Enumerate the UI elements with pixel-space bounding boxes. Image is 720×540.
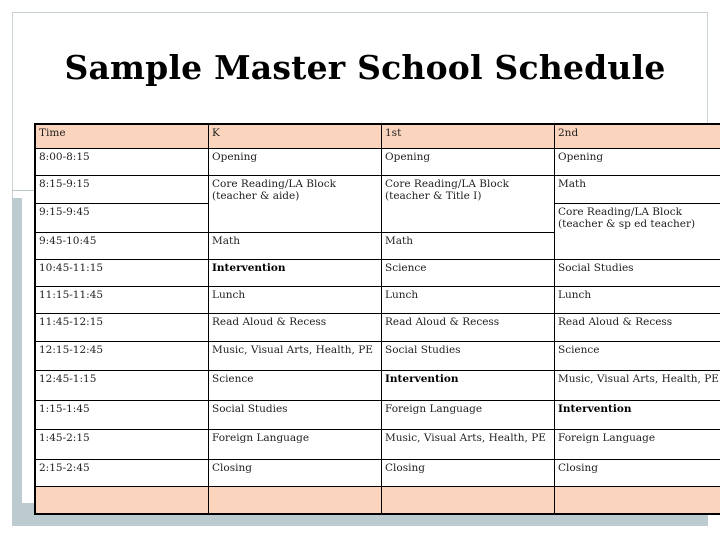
second-grade-cell: Opening (555, 148, 720, 175)
time-cell: 12:15-12:45 (35, 341, 209, 370)
first-grade-cell: Science (382, 259, 555, 286)
header-k: K (209, 124, 382, 148)
first-grade-cell: Foreign Language (382, 400, 555, 429)
table-row (35, 176, 720, 203)
header-time: Time (35, 124, 209, 148)
first-grade-cell: Closing (382, 459, 555, 486)
time-cell: 11:45-12:15 (35, 314, 209, 341)
k-cell: Foreign Language (209, 430, 382, 459)
table-header-row (35, 124, 720, 148)
time-cell: 11:15-11:45 (35, 287, 209, 314)
second-grade-cell: Foreign Language (555, 430, 720, 459)
second-grade-cell: Read Aloud & Recess (555, 314, 720, 341)
time-cell: 1:45-2:15 (35, 430, 209, 459)
k-cell: Closing (209, 459, 382, 486)
footer-cell (209, 487, 382, 514)
time-cell: 8:00-8:15 (35, 148, 209, 175)
first-grade-cell: Lunch (382, 287, 555, 314)
time-cell: 10:45-11:15 (35, 259, 209, 286)
k-cell: Lunch (209, 287, 382, 314)
time-cell: 12:45-1:15 (35, 371, 209, 400)
header-1st: 1st (382, 124, 555, 148)
second-grade-cell: Core Reading/LA Block (teacher & sp ed teacher) (555, 203, 720, 259)
left-accent-bar (12, 198, 22, 524)
table-row (35, 314, 720, 341)
table-footer-row (35, 487, 720, 514)
slide-title: Sample Master School Schedule (64, 48, 666, 87)
second-grade-cell: Science (555, 341, 720, 370)
schedule-table (34, 123, 720, 515)
first-grade-cell: Math (382, 233, 555, 259)
time-cell: 9:15-9:45 (35, 203, 209, 232)
second-grade-cell: Closing (555, 459, 720, 486)
first-grade-cell: Music, Visual Arts, Health, PE (382, 430, 555, 459)
time-cell: 2:15-2:45 (35, 459, 209, 486)
second-grade-cell: Social Studies (555, 259, 720, 286)
table-row (35, 459, 720, 486)
table-row (35, 148, 720, 175)
second-grade-cell: Music, Visual Arts, Health, PE (555, 371, 720, 400)
first-grade-cell: Opening (382, 148, 555, 175)
first-grade-cell: Intervention (382, 371, 555, 400)
header-2nd: 2nd (555, 124, 720, 148)
k-cell: Math (209, 233, 382, 259)
table-row (35, 341, 720, 370)
k-cell: Social Studies (209, 400, 382, 429)
footer-cell (382, 487, 555, 514)
k-cell: Intervention (209, 259, 382, 286)
first-grade-cell: Core Reading/LA Block (teacher & Title I) (382, 176, 555, 233)
k-cell: Music, Visual Arts, Health, PE (209, 341, 382, 370)
table-row (35, 287, 720, 314)
k-cell: Read Aloud & Recess (209, 314, 382, 341)
k-cell: Science (209, 371, 382, 400)
footer-cell (35, 487, 209, 514)
table-row (35, 371, 720, 400)
table-row (35, 430, 720, 459)
k-cell: Core Reading/LA Block (teacher & aide) (209, 176, 382, 233)
first-grade-cell: Social Studies (382, 341, 555, 370)
time-cell: 1:15-1:45 (35, 400, 209, 429)
second-grade-cell: Lunch (555, 287, 720, 314)
time-cell: 9:45-10:45 (35, 233, 209, 259)
k-cell: Opening (209, 148, 382, 175)
time-cell: 8:15-9:15 (35, 176, 209, 203)
second-grade-cell: Math (555, 176, 720, 203)
second-grade-cell: Intervention (555, 400, 720, 429)
table-row (35, 400, 720, 429)
first-grade-cell: Read Aloud & Recess (382, 314, 555, 341)
table-row (35, 259, 720, 286)
footer-cell (555, 487, 720, 514)
